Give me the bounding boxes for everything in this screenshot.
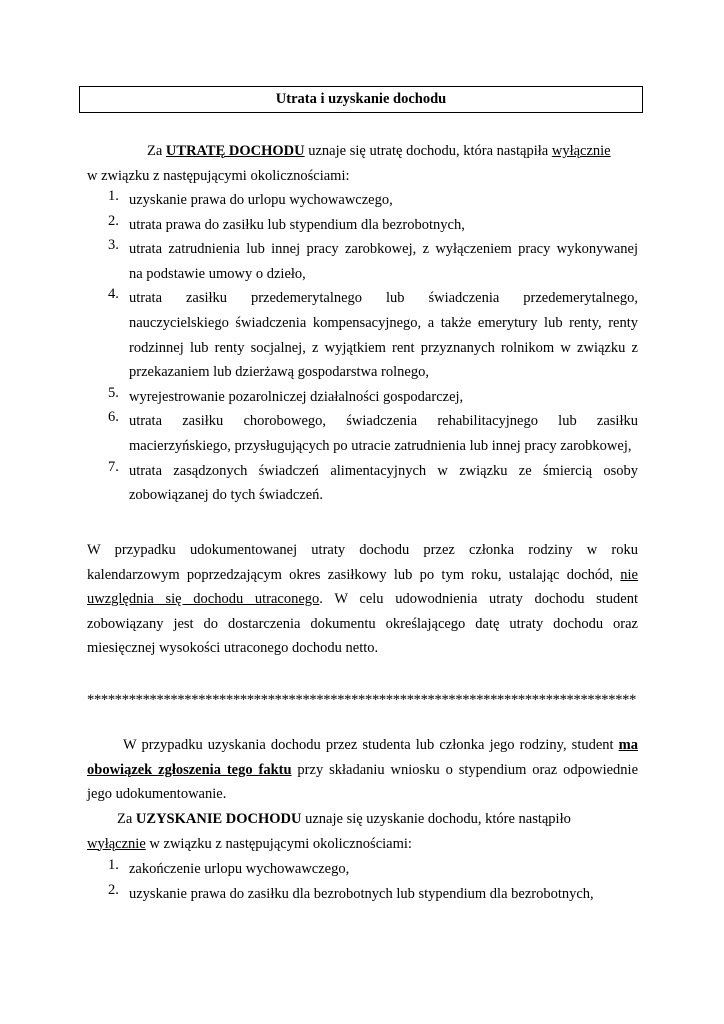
list-item-line: rodzinnej lub renty socjalnej, z wyjątkiem rent przyznanych rolnikom w związku z <box>129 339 638 356</box>
gain-list <box>87 857 638 906</box>
list-item <box>87 286 638 384</box>
loss-par-line-4: zobowiązany jest do dostarczenia dokumentu określającego datę utraty dochodu oraz <box>87 615 638 632</box>
list-number: 1. <box>108 188 119 204</box>
loss-par-line-1: W przypadku udokumentowanej utraty dochodu przez członka rodziny w roku <box>87 542 638 558</box>
list-item-line: macierzyńskiego, przysługujących po utracie zatrudnienia lub innej pracy zarobkowej, <box>129 437 632 454</box>
separator: ******************************************************************************* <box>87 692 637 708</box>
loss-list <box>87 188 638 508</box>
list-item-line: uzyskanie prawa do urlopu wychowawczego, <box>129 192 393 208</box>
list-item-line: zobowiązanej do tych świadczeń. <box>129 487 324 504</box>
loss-term: UTRATĘ DOCHODU <box>165 143 305 159</box>
only-gain: wyłącznie <box>87 835 146 852</box>
list-item <box>87 409 638 458</box>
list-item-line: utrata zasiłku chorobowego, świadczenia rehabilitacyjnego lub zasiłku <box>129 413 638 430</box>
list-item <box>87 882 638 907</box>
list-item <box>87 188 638 213</box>
list-item <box>87 385 638 410</box>
gain-par-line-1: W przypadku uzyskania dochodu przez studenta lub członka jego rodziny, student ma <box>123 737 638 753</box>
only-loss: wyłącznie <box>551 143 611 159</box>
list-item-line: uzyskanie prawa do zasiłku dla bezrobotnych lub stypendium dla bezrobotnych, <box>129 885 594 902</box>
loss-intro-line-1: Za UTRATĘ DOCHODU uznaje się utratę dochodu, która nastąpiła wyłącznie <box>147 143 611 159</box>
list-item-line: przekazaniem lub dzierżawą gospodarstwa rolnego, <box>129 364 429 381</box>
list-item <box>87 857 638 882</box>
list-number: 2. <box>108 212 119 229</box>
list-item <box>87 213 638 238</box>
list-item-line: na podstawie umowy o dzieło, <box>129 265 306 282</box>
gain-intro <box>87 807 638 856</box>
list-item-line: wyrejestrowanie pozarolniczej działalności gospodarczej, <box>129 388 464 405</box>
list-item <box>87 459 638 508</box>
list-number: 7. <box>108 458 119 475</box>
list-item-line: utrata prawa do zasiłku lub stypendium dla bezrobotnych, <box>129 216 465 233</box>
list-item-line: utrata zasądzonych świadczeń alimentacyjnych w związku ze śmiercią osoby <box>129 462 638 479</box>
gain-term: UZYSKANIE DOCHODU <box>135 811 302 827</box>
list-number: 6. <box>108 409 119 426</box>
loss-intro <box>87 139 638 188</box>
list-item-line: utrata zatrudnienia lub innej pracy zarobkowej, z wyłączeniem pracy wykonywanej <box>129 241 638 258</box>
list-item <box>87 237 638 286</box>
list-number: 5. <box>108 384 119 401</box>
list-number: 1. <box>108 857 119 873</box>
loss-paragraph <box>87 538 638 661</box>
gain-paragraph <box>87 733 638 807</box>
list-item-line: utrata zasiłku przedemerytalnego lub świadczenia przedemerytalnego, <box>129 290 638 307</box>
list-item-line: nauczycielskiego świadczenia kompensacyjnego, a także emerytury lub renty, renty <box>129 314 638 331</box>
loss-par-line-5: miesięcznej wysokości utraconego dochodu netto. <box>87 640 379 657</box>
gain-par-line-3: jego udokumentowanie. <box>87 786 227 803</box>
page-title: Utrata i uzyskanie dochodu <box>79 86 643 113</box>
loss-par-line-3: uwzględnia się dochodu utraconego. W celu udowodnienia utraty dochodu student <box>87 591 638 608</box>
loss-par-line-2: kalendarzowym poprzedzającym okres zasiłkowy lub po tym roku, ustalając dochód, nie <box>87 566 638 583</box>
list-item-line: zakończenie urlopu wychowawczego, <box>129 861 350 877</box>
list-number: 4. <box>108 286 119 303</box>
list-number: 2. <box>108 881 119 898</box>
gain-par-line-2: obowiązek zgłoszenia tego faktu przy składaniu wniosku o stypendium oraz odpowiednie <box>87 761 638 778</box>
gain-intro-line-1: Za UZYSKANIE DOCHODU uznaje się uzyskanie dochodu, które nastąpiło <box>117 811 571 827</box>
loss-intro-line-2: w związku z następującymi okolicznościami: <box>87 167 350 184</box>
list-number: 3. <box>108 237 119 254</box>
gain-intro-line-2: wyłącznie w związku z następującymi okolicznościami: <box>87 835 412 852</box>
